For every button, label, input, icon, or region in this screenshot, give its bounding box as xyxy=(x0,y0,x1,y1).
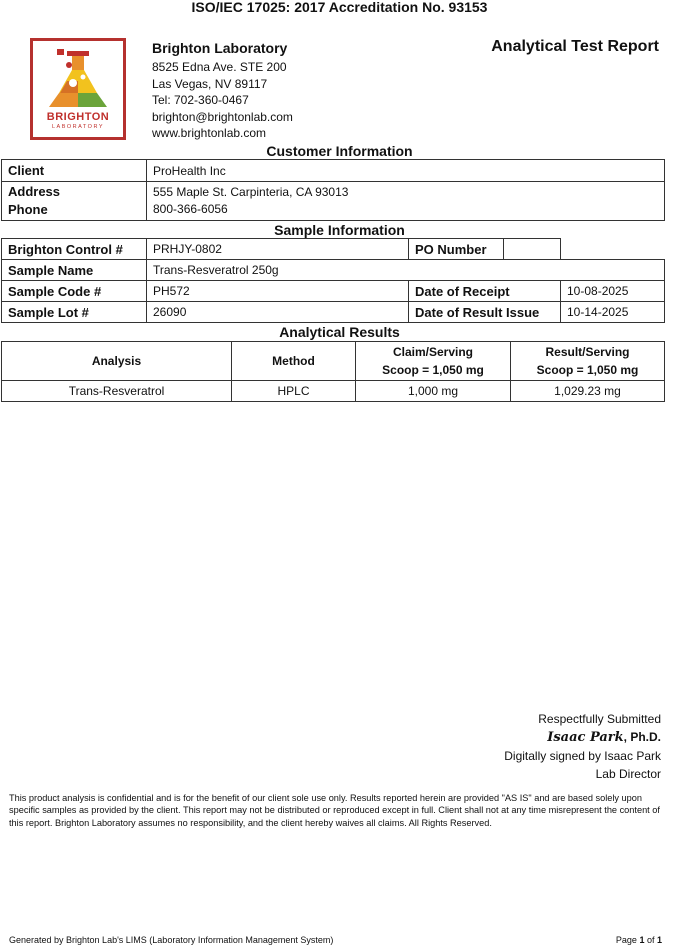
disclaimer: This product analysis is confidential and is for the benefit of our client sole use only. Results reported herein are provided "AS IS" and are based solely upon specific samples as provided by the client. This report may not be distributed or reproduced except in full. Client shall not at any time misrepresent the content of this report. Brighton Laboratory assumes no responsibility, and the client hereby waives all claims. All Rights Reserved. xyxy=(9,793,660,828)
claim-header xyxy=(356,342,511,381)
control-label: Brighton Control # xyxy=(2,239,147,260)
customer-table xyxy=(1,159,665,221)
page-number xyxy=(616,935,662,945)
page-of: of xyxy=(644,935,657,945)
results-table xyxy=(1,341,665,402)
po-label: PO Number xyxy=(409,239,504,260)
control-value: PRHJY-0802 xyxy=(147,239,409,260)
address-phone-labels xyxy=(2,182,147,221)
lab-address-line1: 8525 Edna Ave. STE 200 xyxy=(152,60,287,74)
sample-code-label: Sample Code # xyxy=(2,281,147,302)
accreditation-header: ISO/IEC 17025: 2017 Accreditation No. 93153 xyxy=(191,0,488,15)
phone-label: Phone xyxy=(8,202,48,217)
logo-name: BRIGHTON xyxy=(46,111,110,123)
sample-name-value: Trans-Resveratrol 250g xyxy=(147,260,665,281)
signature: Isaac Park xyxy=(547,730,624,745)
lab-email[interactable]: brighton@brightonlab.com xyxy=(152,109,293,124)
address-label: Address xyxy=(8,184,61,199)
flask-icon xyxy=(45,47,111,111)
lab-name: Brighton Laboratory xyxy=(152,40,288,56)
credential: , Ph.D. xyxy=(623,730,661,744)
result-header-line2: Scoop = 1,050 mg xyxy=(536,363,639,377)
digital-signature-note: Digitally signed by Isaac Park xyxy=(504,749,661,763)
claim-header-line1: Claim/Serving xyxy=(392,345,474,359)
method-cell: HPLC xyxy=(232,381,356,402)
sample-lot-label: Sample Lot # xyxy=(2,302,147,323)
claim-cell: 1,000 mg xyxy=(356,381,511,402)
analysis-cell: Trans-Resveratrol xyxy=(2,381,232,402)
table-row xyxy=(2,381,665,402)
sample-table xyxy=(1,238,665,323)
issue-label: Date of Result Issue xyxy=(409,302,561,323)
result-cell: 1,029.23 mg xyxy=(511,381,665,402)
blank-cell xyxy=(561,239,665,260)
receipt-value: 10-08-2025 xyxy=(561,281,665,302)
result-header-line1: Result/Serving xyxy=(545,345,630,359)
signoff-block xyxy=(504,710,661,783)
po-value xyxy=(504,239,561,260)
issue-value: 10-14-2025 xyxy=(561,302,665,323)
sample-code-value: PH572 xyxy=(147,281,409,302)
report-title: Analytical Test Report xyxy=(491,38,659,55)
brighton-logo xyxy=(30,38,126,140)
address-value: 555 Maple St. Carpinteria, CA 93013 xyxy=(153,185,349,199)
page-current: 1 xyxy=(639,935,645,945)
submitted-text: Respectfully Submitted xyxy=(538,712,661,726)
claim-header-line2: Scoop = 1,050 mg xyxy=(382,363,484,377)
address-phone-values xyxy=(147,182,665,221)
phone-value: 800-366-6056 xyxy=(153,202,228,216)
page-total: 1 xyxy=(656,935,662,945)
lab-address-line2: Las Vegas, NV 89117 xyxy=(152,76,268,91)
client-value: ProHealth Inc xyxy=(147,160,665,182)
result-header xyxy=(511,342,665,381)
lab-website[interactable]: www.brightonlab.com xyxy=(152,126,267,141)
signer-title: Lab Director xyxy=(595,767,661,781)
client-label: Client xyxy=(2,160,147,182)
method-header: Method xyxy=(232,342,356,381)
analysis-header: Analysis xyxy=(2,342,232,381)
lab-phone: Tel: 702-360-0467 xyxy=(152,93,249,108)
sample-lot-value: 26090 xyxy=(147,302,409,323)
footer-generated: Generated by Brighton Lab's LIMS (Laboratory Information Management System) xyxy=(9,935,334,945)
sample-section-title: Sample Information xyxy=(274,222,405,238)
page-prefix: Page xyxy=(615,935,640,945)
logo-subtitle: LABORATORY xyxy=(52,124,104,130)
signature-line xyxy=(504,728,661,747)
results-section-title: Analytical Results xyxy=(279,324,400,340)
customer-section-title: Customer Information xyxy=(266,143,413,159)
receipt-label: Date of Receipt xyxy=(409,281,561,302)
sample-name-label: Sample Name xyxy=(2,260,147,281)
lab-contact-block xyxy=(152,40,293,142)
